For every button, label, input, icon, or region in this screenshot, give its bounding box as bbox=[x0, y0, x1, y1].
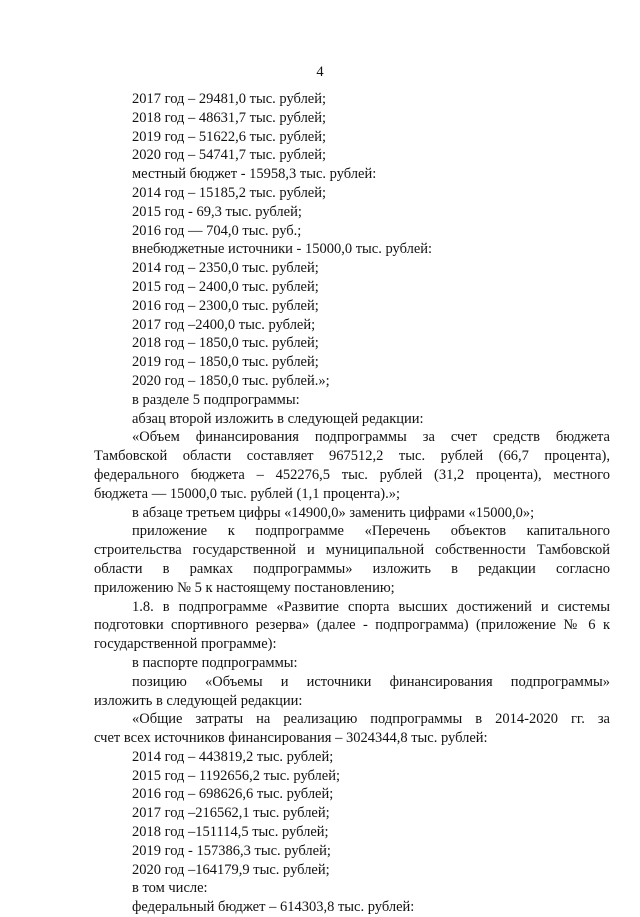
year-line: 2015 год – 1192656,2 тыс. рублей; bbox=[132, 767, 340, 784]
section-1-8-line: 1.8. в подпрограмме «Развитие спорта высших достижений и системы bbox=[132, 598, 610, 615]
text-line: 2017 год – 29481,0 тыс. рублей; bbox=[132, 91, 327, 107]
text-line: 2018 год – 48631,7 тыс. рублей; bbox=[132, 109, 327, 126]
total-costs-line: «Общие затраты на реализацию подпрограммы в 2014-2020 гг. за bbox=[132, 711, 610, 728]
text-line: 2015 год – 2400,0 тыс. рублей; bbox=[132, 278, 319, 295]
position-paragraph-line: позицию «Объемы и источники финансирования подпрограммы» bbox=[132, 673, 610, 690]
year-line: 2018 год –151114,5 тыс. рублей; bbox=[132, 824, 329, 841]
text-line: 2017 год –2400,0 тыс. рублей; bbox=[132, 316, 316, 333]
funding-paragraph-line: бюджета — 15000,0 тыс. рублей (1,1 процента).»; bbox=[94, 485, 400, 502]
year-line: 2019 год - 157386,3 тыс. рублей; bbox=[132, 842, 331, 859]
text-line: 2019 год – 51622,6 тыс. рублей; bbox=[132, 128, 327, 145]
text-line: внебюджетные источники - 15000,0 тыс. рублей: bbox=[132, 241, 433, 258]
text-line: 2016 год — 704,0 тыс. руб.; bbox=[132, 222, 302, 239]
text-line: 2020 год – 54741,7 тыс. рублей; bbox=[132, 147, 327, 164]
section-1-8-line: подготовки спортивного резерва» (далее - подпрограмма) (приложение № 6 к bbox=[94, 617, 610, 634]
text-line: 2018 год – 1850,0 тыс. рублей; bbox=[132, 335, 319, 352]
section-1-8-line: государственной программе): bbox=[94, 636, 277, 653]
text-line: федеральный бюджет – 614303,8 тыс. рублей: bbox=[132, 899, 415, 916]
year-line: 2014 год – 443819,2 тыс. рублей; bbox=[132, 748, 334, 765]
funding-paragraph-line: Тамбовской области составляет 967512,2 тыс. рублей (66,7 процента), bbox=[94, 448, 610, 465]
page-number: 4 bbox=[316, 64, 324, 80]
year-line: 2016 год – 698626,6 тыс. рублей; bbox=[132, 786, 334, 803]
appendix-paragraph-line: строительства государственной и муниципальной собственности Тамбовской bbox=[94, 542, 610, 559]
year-line: 2020 год –164179,9 тыс. рублей; bbox=[132, 861, 330, 878]
text-line: 2019 год – 1850,0 тыс. рублей; bbox=[132, 354, 319, 371]
text-line: 2020 год – 1850,0 тыс. рублей.»; bbox=[132, 372, 330, 389]
appendix-paragraph-line: области в рамках подпрограммы» изложить в редакции согласно bbox=[94, 560, 610, 577]
text-line: 2016 год – 2300,0 тыс. рублей; bbox=[132, 297, 319, 314]
funding-paragraph-line: «Объем финансирования подпрограммы за счет средств бюджета bbox=[132, 429, 610, 446]
text-line: в разделе 5 подпрограммы: bbox=[132, 391, 300, 408]
document-body bbox=[94, 90, 610, 917]
appendix-paragraph-line: приложению № 5 к настоящему постановлению; bbox=[94, 579, 395, 596]
appendix-paragraph-line: приложение к подпрограмме «Перечень объектов капитального bbox=[132, 523, 610, 540]
text-line: 2015 год - 69,3 тыс. рублей; bbox=[132, 203, 302, 220]
text-line: местный бюджет - 15958,3 тыс. рублей: bbox=[132, 166, 377, 183]
position-paragraph-line: изложить в следующей редакции: bbox=[94, 692, 303, 709]
text-line: абзац второй изложить в следующей редакции: bbox=[132, 410, 424, 427]
replace-figures-line: в абзаце третьем цифры «14900,0» заменить цифрами «15000,0»; bbox=[132, 504, 535, 521]
year-line: 2017 год –216562,1 тыс. рублей; bbox=[132, 805, 330, 822]
text-line: 2014 год – 15185,2 тыс. рублей; bbox=[132, 184, 327, 201]
funding-paragraph-line: федерального бюджета – 452276,5 тыс. рублей (31,2 процента), местного bbox=[94, 466, 610, 483]
passport-line: в паспорте подпрограммы: bbox=[132, 654, 298, 671]
text-line: в том числе: bbox=[132, 880, 208, 897]
total-costs-line: счет всех источников финансирования – 3024344,8 тыс. рублей: bbox=[94, 730, 488, 747]
text-line: 2014 год – 2350,0 тыс. рублей; bbox=[132, 260, 319, 277]
